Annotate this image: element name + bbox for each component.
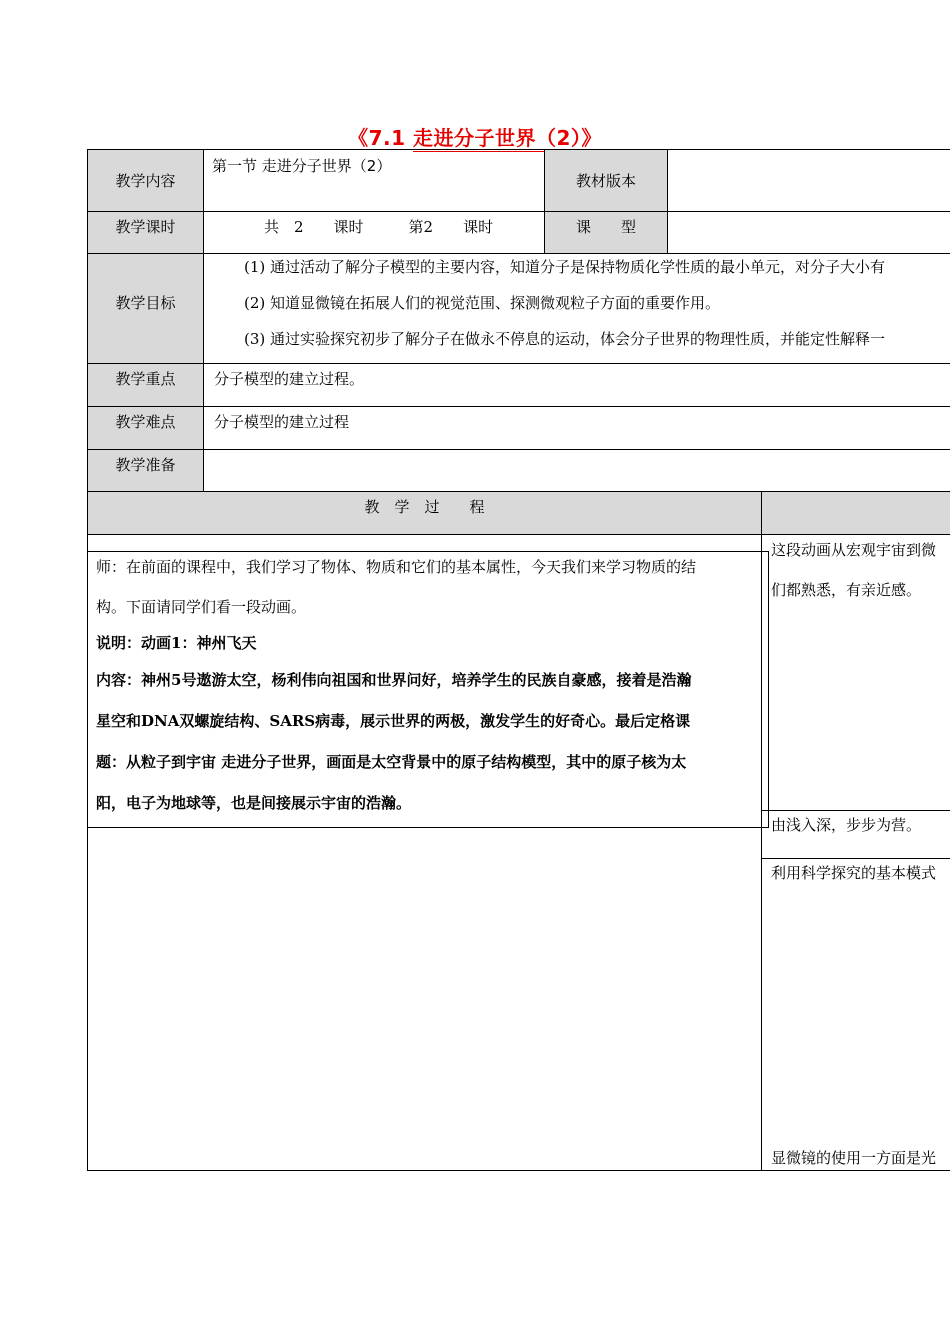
side-note: 利用科学探究的基本模式 [771, 864, 937, 882]
content-line: 内容：神州5号遨游太空，杨利伟向祖国和世界问好，培养学生的民族自豪感，接着是浩瀚 [96, 671, 692, 689]
key-value: 分子模型的建立过程。 [214, 370, 365, 388]
title-main: 走进分子世界（2）》 [412, 126, 602, 150]
teacher-line: 构。下面请同学们看一段动画。 [96, 598, 307, 616]
key-label: 教学重点 [115, 370, 176, 388]
edition-label: 教材版本 [575, 172, 636, 190]
difficulty-label: 教学难点 [115, 413, 176, 431]
page-title [0, 122, 950, 151]
label-column [88, 150, 203, 491]
hours-label: 教学课时 [115, 218, 176, 236]
title-prefix: 《7.1 [348, 126, 413, 150]
process-side-header-cell [761, 491, 950, 535]
process-header: 教 学 过 程 [364, 498, 485, 516]
goal-item: (3) 通过实验探究初步了解分子在做永不停息的运动，体会分子世界的物理性质，并能定性解释一 [244, 330, 886, 348]
animation-note: 说明：动画1：神州飞天 [96, 634, 257, 652]
content-line: 阳，电子为地球等，也是间接展示宇宙的浩瀚。 [96, 794, 412, 812]
side-notes [762, 535, 950, 1170]
content-line: 题：从粒子到宇宙 走进分子世界，画面是太空背景中的原子结构模型，其中的原子核为太 [96, 753, 687, 771]
goals-cell [204, 254, 950, 363]
side-note: 们都熟悉，有亲近感。 [771, 581, 922, 599]
goal-item: (2) 知道显微镜在拓展人们的视觉范围、探测微观粒子方面的重要作用。 [244, 294, 721, 312]
side-note: 由浅入深，步步为营。 [771, 816, 922, 834]
teacher-cell [87, 551, 769, 828]
content-line: 星空和DNA双螺旋结构、SARS病毒，展示世界的两极，激发学生的好奇心。最后定格课 [96, 712, 691, 730]
hours-value: 共 2 课时 第2 课时 [264, 218, 494, 236]
difficulty-value: 分子模型的建立过程 [214, 413, 350, 431]
goals-label: 教学目标 [115, 294, 176, 312]
type-label: 课 型 [575, 218, 636, 236]
goal-item: (1) 通过活动了解分子模型的主要内容，知道分子是保持物质化学性质的最小单元，对分子大小有 [244, 258, 886, 276]
side-note: 这段动画从宏观宇宙到微 [771, 541, 937, 559]
prep-label: 教学准备 [115, 456, 176, 474]
content-label: 教学内容 [115, 172, 176, 190]
teacher-line: 师：在前面的课程中，我们学习了物体、物质和它们的基本属性，今天我们来学习物质的结 [96, 558, 697, 576]
side-note: 显微镜的使用一方面是光 [771, 1149, 937, 1167]
content-value: 第一节 走进分子世界（2） [212, 157, 392, 175]
